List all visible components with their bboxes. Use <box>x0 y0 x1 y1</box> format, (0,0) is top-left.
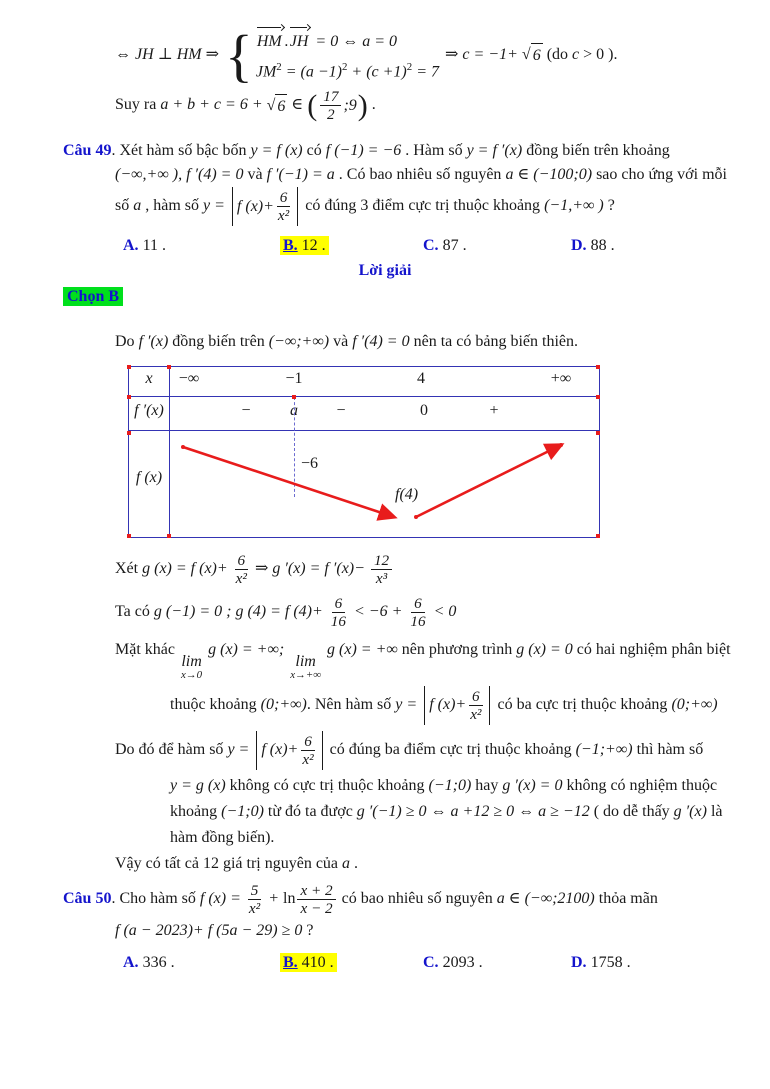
run <box>297 882 335 917</box>
run: . Có bao nhiêu số nguyên <box>334 166 506 184</box>
run <box>329 595 348 630</box>
solution-taco <box>115 595 744 630</box>
run: . <box>350 854 359 872</box>
table-var-label: x <box>145 370 153 388</box>
q50-line-1 <box>63 882 744 917</box>
run: từ đó ta được <box>263 802 357 820</box>
monotonicity-arrows <box>169 433 599 537</box>
run: 6 <box>275 94 287 119</box>
run: thuộc khoảng <box>170 696 261 714</box>
run: số <box>115 197 134 215</box>
run: có <box>302 142 326 160</box>
run: f ′(x) <box>138 333 169 351</box>
run: x² <box>277 207 290 225</box>
run: ;9 <box>343 96 357 114</box>
solution-matkhac-2 <box>170 686 744 725</box>
increasing-arrow <box>416 445 561 517</box>
run: 2 <box>406 61 413 73</box>
run: . Hàm số <box>401 142 467 160</box>
decreasing-arrow <box>183 447 394 517</box>
run <box>234 552 249 587</box>
run: 16 <box>410 613 426 631</box>
sign: − <box>241 402 251 420</box>
q50-answers <box>120 951 744 975</box>
solution-heading: Lời giải <box>358 262 412 280</box>
run: JH <box>289 26 311 54</box>
run: thỏa mãn <box>594 890 658 908</box>
arrow-start-dot <box>414 515 418 519</box>
run: khoảng <box>170 802 222 820</box>
run: Do đó để hàm số <box>115 741 228 759</box>
table-row-x <box>129 367 599 397</box>
solution-dodo-3 <box>170 800 744 824</box>
run: = 7 <box>412 63 439 81</box>
q49-line-2 <box>115 163 744 187</box>
table-row-derivative <box>129 397 599 431</box>
run: Xét <box>115 560 143 578</box>
run <box>371 552 392 587</box>
run: + <box>264 890 283 908</box>
run: ∈ <box>287 96 308 114</box>
run: 16 <box>330 613 346 631</box>
run: = (a −1) <box>281 63 342 81</box>
run: a ∈ (−100;0) <box>505 166 593 184</box>
run: g (x) = f (x)+ <box>142 560 232 578</box>
run: có đúng ba điểm cực trị thuộc khoảng <box>325 741 576 759</box>
value-at-minus1: −6 <box>301 455 319 473</box>
run: < −6 + <box>349 603 407 621</box>
q49-answer-d: D. 88 . <box>571 237 615 255</box>
run: f (x)+ <box>236 197 274 215</box>
derivation-line-2 <box>115 88 744 123</box>
run: Mặt khác <box>115 641 179 659</box>
run: đồng biến trên <box>168 333 269 351</box>
run: và <box>329 333 353 351</box>
q49-answer-b: B. 12 . <box>280 234 420 258</box>
run: (−∞;+∞) <box>268 333 330 351</box>
run: Ta có <box>115 603 154 621</box>
sign: a <box>290 402 298 420</box>
solution-conclusion <box>115 852 744 876</box>
run: 6 <box>277 189 291 207</box>
run: g (x) = 0 <box>516 641 573 659</box>
run: là <box>706 802 723 820</box>
run: y = <box>395 696 422 714</box>
run: Suy ra <box>115 96 161 114</box>
run: ( <box>307 89 318 123</box>
run: f (x) = <box>199 890 245 908</box>
sign: + <box>489 402 499 420</box>
derivation-line-1 <box>115 22 744 88</box>
run: √ <box>521 45 531 63</box>
run: x² <box>235 570 247 588</box>
run: f (a − 2023)+ f (5a − 29) ≥ 0 <box>115 921 303 939</box>
sign: − <box>336 402 346 420</box>
run: { <box>225 22 253 88</box>
run <box>408 595 427 630</box>
q49-answers <box>120 234 744 258</box>
run: nên phương trình <box>397 641 517 659</box>
run: a + b + c = 6 + <box>160 96 267 114</box>
run: g (x) = +∞; <box>204 641 289 659</box>
run: 6 <box>531 43 543 68</box>
run: . <box>367 96 376 114</box>
run: 5 <box>248 882 262 900</box>
run <box>181 654 202 682</box>
run: y = f ′(x) <box>466 142 523 160</box>
run: 6 <box>469 688 483 706</box>
run: g ′(x) <box>673 802 707 820</box>
run: g (−1) = 0 ; g (4) = f (4)+ <box>153 603 327 621</box>
q50-answer-a: A. 336 . <box>123 953 175 971</box>
run: x→+∞ <box>290 669 322 682</box>
run <box>256 26 439 84</box>
variation-table <box>128 366 600 538</box>
run <box>468 688 483 723</box>
run: 6 <box>301 733 315 751</box>
run <box>256 26 439 54</box>
run <box>424 686 490 725</box>
run: ? <box>603 197 615 215</box>
run: y = g (x) <box>170 776 226 794</box>
arrow-start-dot <box>181 445 185 449</box>
q50-answer-b: B. 410 . <box>280 951 420 975</box>
chosen-answer: Chọn B <box>63 288 770 306</box>
run: 2 <box>327 106 335 124</box>
run: a <box>133 197 142 215</box>
run: x − 2 <box>300 899 333 917</box>
q49-label: Câu 49 <box>63 142 112 160</box>
run: hay <box>471 776 503 794</box>
solution-intro <box>115 330 744 354</box>
run: có đúng 3 điểm cực trị thuộc khoảng <box>301 197 545 215</box>
run: 6 <box>411 595 425 613</box>
run: x² <box>470 705 482 723</box>
run: f ′(4) = 0 <box>186 166 244 184</box>
run: . <box>284 33 289 50</box>
run: ) <box>357 89 368 123</box>
run: c <box>572 45 580 63</box>
run: (−1;0) <box>221 802 264 820</box>
run: không có cực trị thuộc khoảng <box>225 776 429 794</box>
run: 12 <box>371 552 392 570</box>
q49-line-3 <box>115 187 744 226</box>
run: JH ⊥ HM <box>135 45 202 63</box>
q50-line-2 <box>115 919 744 943</box>
run: y = f (x) <box>250 142 303 160</box>
run: g (x) = +∞ <box>323 641 398 659</box>
run: f ′(4) = 0 <box>352 333 410 351</box>
q50-label: Câu 50 <box>63 890 112 908</box>
run <box>522 43 543 68</box>
run: = 0 ⇔ a = 0 <box>311 33 397 50</box>
q50-answer-d: D. 1758 . <box>571 953 631 971</box>
run: 6 <box>332 595 346 613</box>
run: 6 <box>235 552 249 570</box>
run: (−1;+∞) <box>575 741 633 759</box>
run: x² <box>302 750 314 768</box>
run: và <box>243 166 267 184</box>
run: ln <box>283 890 296 908</box>
sign: 0 <box>420 402 428 420</box>
run: , hàm số <box>141 197 204 215</box>
run: HM <box>256 26 284 54</box>
x-value: −1 <box>285 370 303 388</box>
run: x³ <box>375 570 388 588</box>
run: + (c +1) <box>347 63 407 81</box>
run <box>290 654 321 682</box>
run: f ′(−1) = a <box>266 166 335 184</box>
run: ( do dễ thấy <box>589 802 674 820</box>
table-deriv-label: f ′(x) <box>134 402 164 420</box>
run <box>225 22 439 88</box>
run: x² <box>248 899 261 917</box>
run: √ <box>266 96 276 114</box>
run: nên ta có bảng biến thiên. <box>409 333 578 351</box>
run: c = −1+ <box>462 45 522 63</box>
run <box>256 731 322 770</box>
run: ⇒ <box>201 45 223 63</box>
run: (0;+∞) <box>260 696 307 714</box>
run: 2 <box>276 61 282 73</box>
run: (−∞,+∞ ), <box>115 166 183 184</box>
run: ⇒ <box>441 45 463 63</box>
run <box>276 189 291 224</box>
run: 17 <box>320 88 341 106</box>
run: . Xét hàm số bậc bốn <box>111 142 251 160</box>
run <box>317 88 358 123</box>
x-value: 4 <box>417 370 425 388</box>
run: f (x)+ <box>261 741 299 759</box>
run: thì hàm số <box>632 741 704 759</box>
run: a ∈ (−∞;2100) <box>496 890 595 908</box>
run: ⇔ <box>115 45 135 63</box>
run: f (−1) = −6 <box>325 142 402 160</box>
run: có hai nghiệm phân biệt <box>572 641 731 659</box>
q49-answer-a: A. 11 . <box>123 237 166 255</box>
x-value: −∞ <box>178 370 200 388</box>
run: (0;+∞) <box>671 696 718 714</box>
solution-dodo-2 <box>170 774 744 798</box>
q49-answer-c: C. 87 . <box>423 237 467 255</box>
solution-xet <box>115 552 744 587</box>
run: g ′(−1) ≥ 0 ⇔ a +12 ≥ 0 ⇔ a ≥ −12 <box>356 802 590 820</box>
run: JM <box>255 63 277 81</box>
arrow-end-dot <box>559 443 563 447</box>
run: < 0 <box>429 603 457 621</box>
run: y = <box>227 741 254 759</box>
solution-dodo-4 <box>170 826 744 850</box>
run <box>307 88 368 123</box>
solution-dodo-1 <box>115 731 744 770</box>
run: ⇒ g ′(x) = f ′(x)− <box>250 560 369 578</box>
run: lim <box>295 652 316 670</box>
run: Vậy có tất cả 12 giá trị nguyên của <box>115 854 343 872</box>
run: . Nên hàm số <box>306 696 396 714</box>
run: (−1;0) <box>428 776 472 794</box>
run: có ba cực trị thuộc khoảng <box>493 696 672 714</box>
run: ? <box>302 921 314 939</box>
run: f (x)+ <box>429 696 467 714</box>
solution-matkhac-1 <box>115 638 744 681</box>
run <box>320 88 341 123</box>
run: lim <box>181 652 202 670</box>
run: . Cho hàm số <box>111 890 200 908</box>
min-value-label: f(4) <box>395 486 419 504</box>
q50-answer-c: C. 2093 . <box>423 953 483 971</box>
run: y = <box>203 197 229 215</box>
run: a <box>342 854 351 872</box>
run: sao cho ứng với mỗi <box>592 166 727 184</box>
run: (do <box>542 45 573 63</box>
run: x + 2 <box>297 882 335 900</box>
run <box>232 187 298 226</box>
run: không có nghiệm thuộc <box>562 776 718 794</box>
run <box>300 733 315 768</box>
run: có bao nhiêu số nguyên <box>337 890 497 908</box>
run: đồng biến trên khoảng <box>522 142 670 160</box>
run: Do <box>115 333 139 351</box>
run <box>267 94 288 119</box>
run <box>256 59 439 84</box>
q49-line-1 <box>63 139 744 163</box>
run: x→0 <box>180 669 203 682</box>
run: (−1,+∞ ) <box>544 197 604 215</box>
run: 2 <box>341 61 348 73</box>
table-func-label: f (x) <box>135 469 163 487</box>
run: > 0 ). <box>579 45 618 63</box>
run <box>247 882 262 917</box>
run: hàm đồng biến). <box>170 828 275 846</box>
x-value: +∞ <box>550 370 572 388</box>
run: g ′(x) = 0 <box>502 776 563 794</box>
